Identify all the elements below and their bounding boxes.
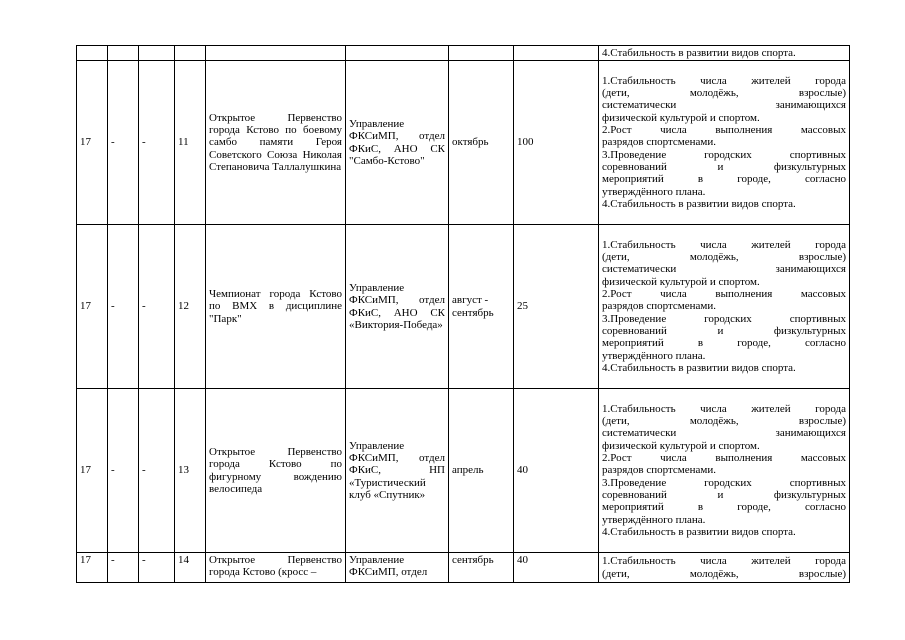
- subsubcategory-cell: -: [139, 553, 175, 583]
- table-row: [77, 61, 850, 225]
- organizer-cell: Управление ФКСиМП, отдел: [346, 553, 449, 583]
- participants-cell: 25: [514, 225, 599, 389]
- participants-cell: 40: [514, 389, 599, 553]
- results-line: 4.Стабильность в развитии видов спорта.: [602, 525, 796, 538]
- event-name-cell: Открытое Первенство города Кстово по боевому самбо памяти Героя Советского Союза Николая Степановича Таллалушкина: [206, 61, 346, 225]
- results-line: 1.Стабильность числа жителей города: [602, 555, 846, 568]
- category-cell: 17: [77, 225, 108, 389]
- results-line: соревнований и физкультурных: [602, 160, 846, 173]
- results-line: утверждённого плана.: [602, 513, 706, 526]
- results-line: систематически занимающихся: [602, 427, 846, 440]
- results-line: 3.Проведение городских спортивных: [602, 148, 846, 161]
- results-line: 1.Стабильность числа жителей города: [602, 74, 846, 87]
- results-line: мероприятий в городе, согласно: [602, 501, 846, 514]
- organizer-cell: Управление ФКСиМП, отдел ФКиС, АНО СК «Виктория-Победа»: [346, 225, 449, 389]
- results-line: 4.Стабильность в развитии видов спорта.: [602, 197, 796, 210]
- participants-cell: 40: [514, 553, 599, 583]
- subcategory-cell: -: [108, 61, 139, 225]
- results-line: утверждённого плана.: [602, 349, 706, 362]
- event-name-cell: Открытое Первенство города Кстово (кросс –: [206, 553, 346, 583]
- results-line: (дети, молодёжь, взрослые): [602, 567, 846, 580]
- subcategory-cell: -: [108, 553, 139, 583]
- results-line: 2.Рост числа выполнения массовых: [602, 452, 846, 465]
- table-row: [77, 389, 850, 553]
- cell: [108, 46, 139, 61]
- cell: [346, 46, 449, 61]
- date-cell: август - сентябрь: [449, 225, 514, 389]
- category-cell: 17: [77, 553, 108, 583]
- results-line: физической культурой и спортом.: [602, 111, 760, 124]
- results-line: 1.Стабильность числа жителей города: [602, 238, 846, 251]
- event-name-cell: Открытое Первенство города Кстово по фигурному вождению велосипеда: [206, 389, 346, 553]
- subcategory-cell: -: [108, 225, 139, 389]
- date-cell: апрель: [449, 389, 514, 553]
- results-line: разрядов спортсменами.: [602, 300, 716, 313]
- results-line: мероприятий в городе, согласно: [602, 337, 846, 350]
- date-cell: октябрь: [449, 61, 514, 225]
- results-line: 2.Рост числа выполнения массовых: [602, 288, 846, 301]
- results-line: соревнований и физкультурных: [602, 324, 846, 337]
- results-line: разрядов спортсменами.: [602, 136, 716, 149]
- results-line: 3.Проведение городских спортивных: [602, 476, 846, 489]
- category-cell: 17: [77, 61, 108, 225]
- results-line: физической культурой и спортом.: [602, 275, 760, 288]
- results-cell: [599, 61, 850, 225]
- results-cell: [599, 553, 850, 583]
- results-line: (дети, молодёжь, взрослые): [602, 251, 846, 264]
- cell: [514, 46, 599, 61]
- results-line: (дети, молодёжь, взрослые): [602, 415, 846, 428]
- results-line: 4.Стабильность в развитии видов спорта.: [602, 46, 796, 59]
- number-cell: 14: [175, 553, 206, 583]
- results-line: 4.Стабильность в развитии видов спорта.: [602, 361, 796, 374]
- results-line: 1.Стабильность числа жителей города: [602, 402, 846, 415]
- results-line: 3.Проведение городских спортивных: [602, 312, 846, 325]
- subcategory-cell: -: [108, 389, 139, 553]
- subsubcategory-cell: -: [139, 389, 175, 553]
- results-line: разрядов спортсменами.: [602, 464, 716, 477]
- results-line: систематически занимающихся: [602, 263, 846, 276]
- number-cell: 11: [175, 61, 206, 225]
- results-line: мероприятий в городе, согласно: [602, 173, 846, 186]
- number-cell: 13: [175, 389, 206, 553]
- organizer-cell: Управление ФКСиМП, отдел ФКиС, АНО СК "Самбо-Кстово": [346, 61, 449, 225]
- cell: [175, 46, 206, 61]
- results-line: (дети, молодёжь, взрослые): [602, 87, 846, 100]
- results-cell: [599, 389, 850, 553]
- cell: [449, 46, 514, 61]
- continued-row: [77, 46, 850, 61]
- results-line: соревнований и физкультурных: [602, 488, 846, 501]
- results-cell: [599, 225, 850, 389]
- results-line: физической культурой и спортом.: [602, 439, 760, 452]
- category-cell: 17: [77, 389, 108, 553]
- participants-cell: 100: [514, 61, 599, 225]
- cell: [206, 46, 346, 61]
- subsubcategory-cell: -: [139, 225, 175, 389]
- results-cell: [599, 46, 850, 61]
- cell: [139, 46, 175, 61]
- event-name-cell: Чемпионат города Кстово по ВМХ в дисциплине "Парк": [206, 225, 346, 389]
- cell: [77, 46, 108, 61]
- table-row: [77, 225, 850, 389]
- table-row: [77, 553, 850, 583]
- results-line: утверждённого плана.: [602, 185, 706, 198]
- organizer-cell: Управление ФКСиМП, отдел ФКиС, НП «Туристический клуб «Спутник»: [346, 389, 449, 553]
- results-line: 2.Рост числа выполнения массовых: [602, 124, 846, 137]
- events-table: [76, 45, 850, 583]
- number-cell: 12: [175, 225, 206, 389]
- subsubcategory-cell: -: [139, 61, 175, 225]
- date-cell: сентябрь: [449, 553, 514, 583]
- results-line: систематически занимающихся: [602, 99, 846, 112]
